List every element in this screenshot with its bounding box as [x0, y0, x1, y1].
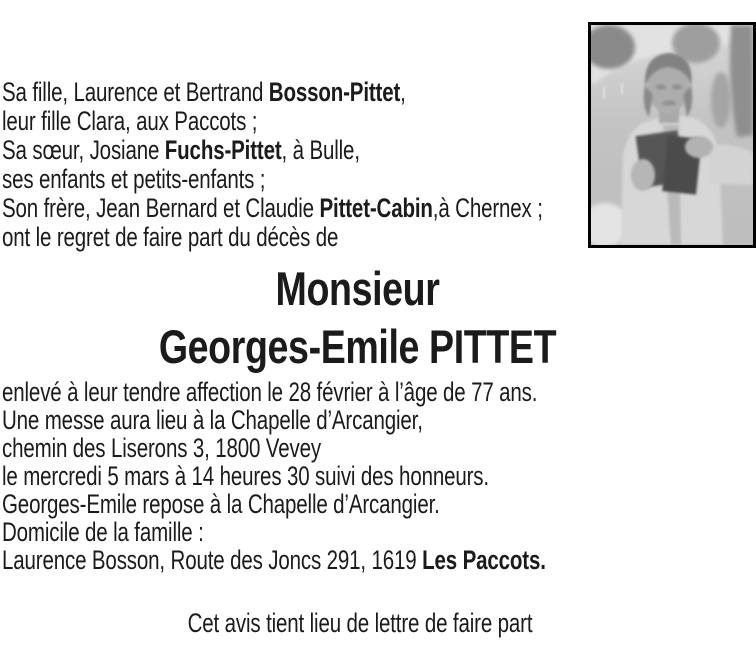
family-line-3: [2, 136, 543, 165]
notice-line-4: [2, 462, 546, 490]
bold-name: Bosson-Pittet: [268, 77, 401, 107]
text-segment: leur fille Clara, aux Paccots ;: [2, 106, 258, 136]
family-line-2: [2, 107, 543, 136]
text-segment: ,: [400, 77, 406, 107]
family-line-6: [2, 223, 543, 252]
bold-name: Fuchs-Pittet: [164, 135, 282, 165]
text-segment: , à Bulle,: [281, 135, 360, 165]
text-segment: ont le regret de faire part du décès de: [2, 222, 339, 252]
portrait-photo-illustration: [591, 25, 753, 245]
notice-line-3: [2, 434, 546, 462]
deceased-title: [72, 260, 644, 376]
family-line-4: [2, 165, 543, 194]
notice-line-6: [2, 518, 546, 546]
text-segment: ,à Chernex ;: [432, 193, 543, 223]
text-segment: Son frère, Jean Bernard et Claudie: [2, 193, 320, 223]
notice-line-7: [2, 546, 546, 574]
notice-lines: [2, 378, 546, 574]
family-line-1: [2, 78, 543, 107]
text-segment: Georges-Emile repose à la Chapelle d’Arcangier.: [2, 489, 440, 519]
text-segment: le mercredi 5 mars à 14 heures 30 suivi des honneurs.: [2, 461, 489, 491]
notice-line-2: [2, 406, 546, 434]
notice-line-5: [2, 490, 546, 518]
text-segment: Laurence Bosson, Route des Joncs 291, 1619: [2, 545, 423, 575]
deceased-name: Georges-Emile PITTET: [158, 320, 557, 373]
family-lines: [2, 78, 543, 252]
family-line-5: [2, 194, 543, 223]
text-segment: Sa sœur, Josiane: [2, 135, 165, 165]
notice-line-1: [2, 378, 546, 406]
text-segment: chemin des Liserons 3, 1800 Vevey: [2, 433, 321, 463]
closing-statement: Cet avis tient lieu de lettre de faire part: [187, 608, 533, 638]
bold-name: Les Paccots.: [422, 545, 546, 575]
text-segment: Une messe aura lieu à la Chapelle d’Arcangier,: [2, 405, 423, 435]
text-segment: Sa fille, Laurence et Bertrand: [2, 77, 269, 107]
text-segment: Domicile de la famille :: [2, 517, 204, 547]
title-salutation: Monsieur: [275, 262, 440, 315]
portrait-photo: [588, 22, 756, 248]
text-segment: enlevé à leur tendre affection le 28 février à l’âge de 77 ans.: [2, 377, 538, 407]
text-segment: ses enfants et petits-enfants ;: [2, 164, 266, 194]
bold-name: Pittet-Cabin: [319, 193, 433, 223]
